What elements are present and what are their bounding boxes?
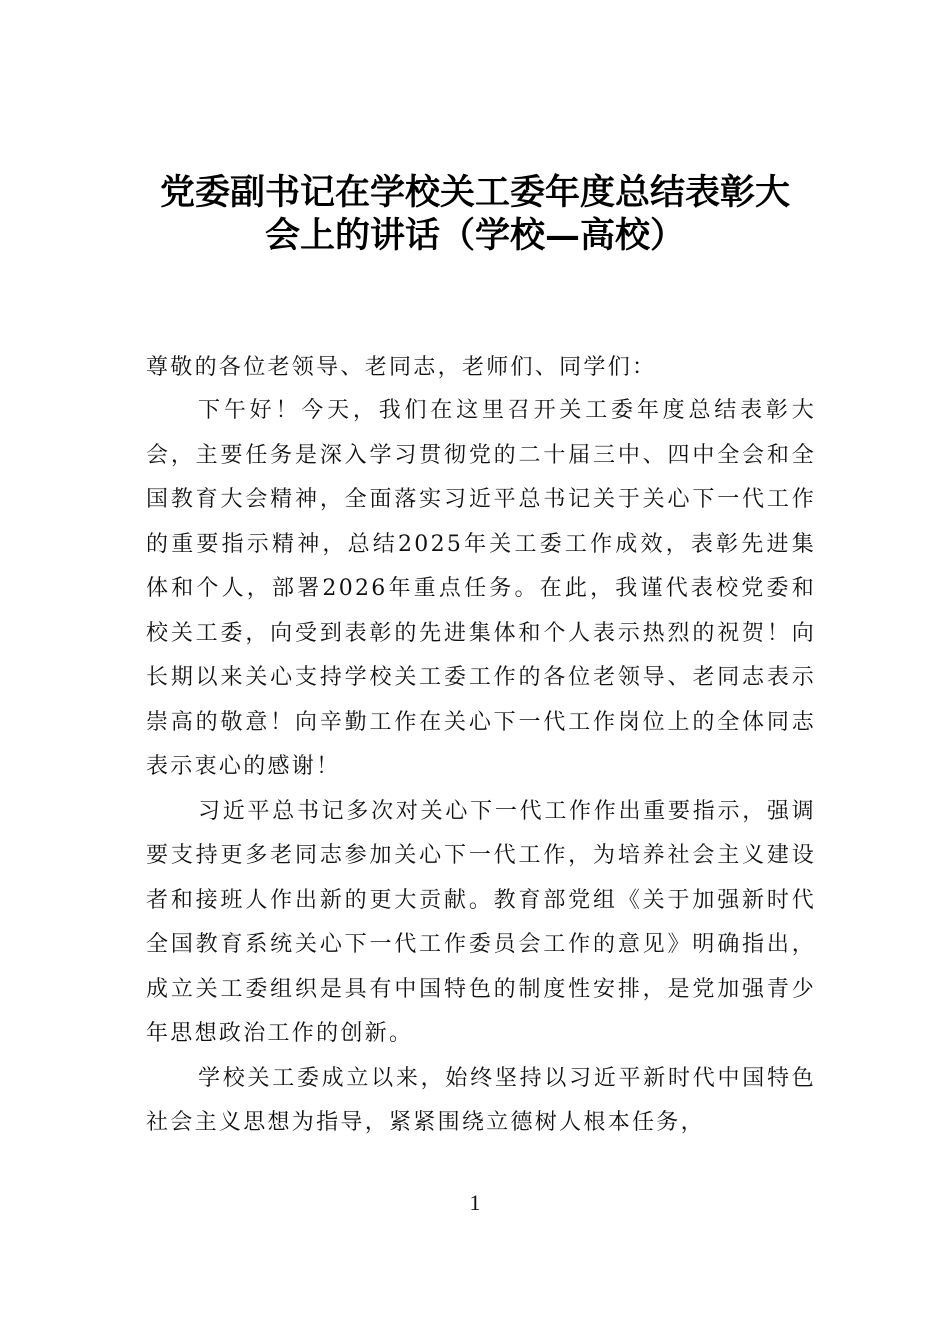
document-body bbox=[146, 389, 816, 1146]
page-number: 1 bbox=[469, 1190, 481, 1215]
document-title-line-2: 会上的讲话（学校—高校） bbox=[264, 215, 685, 256]
paragraph-instructions: 习近平总书记多次对关心下一代工作作出重要指示，强调要支持更多老同志参加关心下一代工作，为培养社会主义建设者和接班人作出新的更大贡献。教育部党组《关于加强新时代全国教育系统关心下一代工作委员会工作的意见》明确指出，成立关工委组织是具有中国特色的制度性安排，是党加强青少年思想政治工作的创新。 bbox=[146, 798, 816, 1046]
paragraph-history: 学校关工委成立以来，始终坚持以习近平新时代中国特色社会主义思想为指导，紧紧围绕立德树人根本任务， bbox=[146, 1065, 816, 1135]
document-title-line-1: 党委副书记在学校关工委年度总结表彰大 bbox=[159, 172, 790, 213]
salutation: 尊敬的各位老领导、老同志，老师们、同学们： bbox=[146, 355, 657, 380]
paragraph-greeting: 下午好！今天，我们在这里召开关工委年度总结表彰大会，主要任务是深入学习贯彻党的二十届三中、四中全会和全国教育大会精神，全面落实习近平总书记关于关心下一代工作的重要指示精神，总结2025年关工委工作成效，表彰先进集体和个人，部署2026年重点任务。在此，我谨代表校党委和校关工委，向受到表彰的先进集体和个人表示热烈的祝贺！向长期以来关心支持学校关工委工作的各位老领导、老同志表示崇高的敬意！向辛勤工作在关心下一代工作岗位上的全体同志表示衷心的感谢！ bbox=[146, 398, 816, 779]
